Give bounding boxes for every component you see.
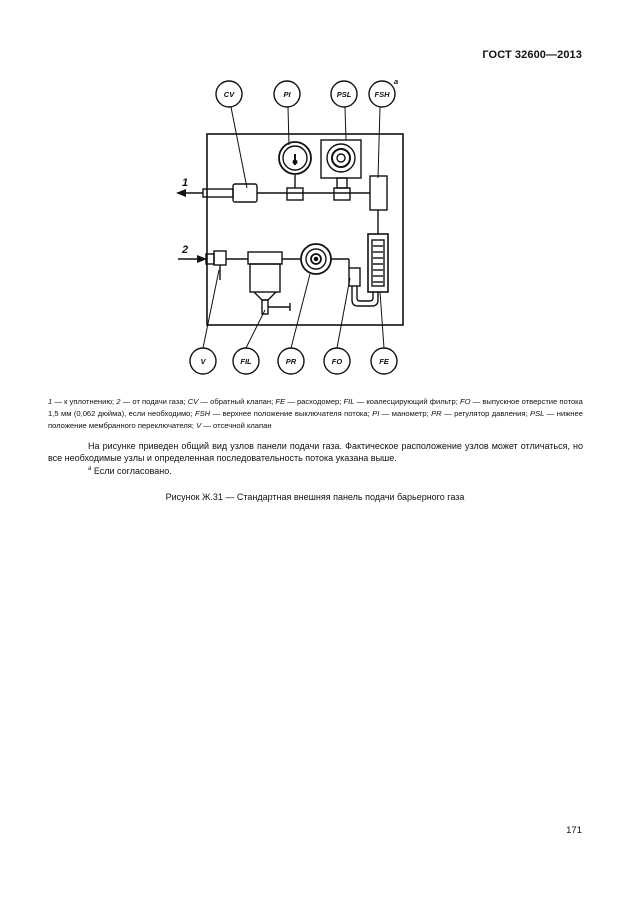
document-id: ГОСТ 32600—2013 [482, 49, 582, 61]
label-pi [274, 81, 300, 107]
figure-note [48, 441, 583, 478]
label-fsh-superscript: a [394, 77, 399, 86]
legend-item: FO — выпускное отверстие потока 1,5 мм (0,062 дюйма), если необходимо; [48, 397, 583, 418]
legend-item: PSL — нижнее положение мембранного переключателя; [48, 409, 583, 430]
legend-item: FSH — верхнее положение выключателя потока; [194, 409, 373, 418]
legend-item: FE — расходомер; [275, 397, 344, 406]
line-number-2: 2 [182, 244, 189, 256]
legend-item: PI — манометр; [372, 409, 432, 418]
note-text: На рисунке приведен общий вид узлов панели подачи газа. Фактическое расположение узлов может отличаться, но все необходимые узлы и определенная последовательность потока указана выше. [48, 441, 583, 463]
label-cv-text: CV [223, 90, 235, 99]
label-pr [278, 348, 304, 374]
label-psl [331, 81, 357, 107]
legend-item: FIL — коалесцирующий фильтр; [343, 397, 460, 406]
footnote-mark: a [88, 466, 92, 472]
flow-orifice-fo [349, 268, 360, 286]
label-psl-text: PSL [336, 90, 352, 99]
footnote [48, 464, 583, 478]
label-cv [216, 81, 242, 107]
label-fsh [369, 77, 398, 107]
label-pi-text: PI [283, 90, 291, 99]
legend-item: CV — обратный клапан; [187, 397, 276, 406]
legend-item: 1 — к уплотнению; [48, 397, 117, 406]
gas-panel-diagram [0, 0, 630, 390]
figure-caption: Рисунок Ж.31 — Стандартная внешняя панель подачи барьерного газа [165, 492, 465, 502]
label-fil [233, 348, 259, 374]
legend-item: 2 — от подачи газа; [116, 397, 188, 406]
line-number-1: 1 [182, 177, 189, 189]
label-v [190, 348, 216, 374]
legend-item: V — отсечной клапан [196, 421, 272, 430]
page-number: 171 [566, 825, 582, 836]
label-fe [371, 348, 397, 374]
label-v-text: V [200, 357, 206, 366]
footnote-text: Если согласовано. [93, 466, 172, 476]
coalescing-filter-fil [250, 264, 280, 292]
label-fo-text: FO [331, 357, 343, 366]
legend-item: PR — регулятор давления; [431, 409, 530, 418]
figure-legend [48, 396, 583, 432]
check-valve-cv [233, 184, 257, 202]
label-fsh-text: FSH [374, 90, 390, 99]
label-fo [324, 348, 350, 374]
flowmeter-fe [368, 234, 388, 292]
label-fe-text: FE [379, 357, 389, 366]
label-fil-text: FIL [240, 357, 252, 366]
label-pr-text: PR [285, 357, 297, 366]
flow-switch-fsh [370, 176, 387, 210]
